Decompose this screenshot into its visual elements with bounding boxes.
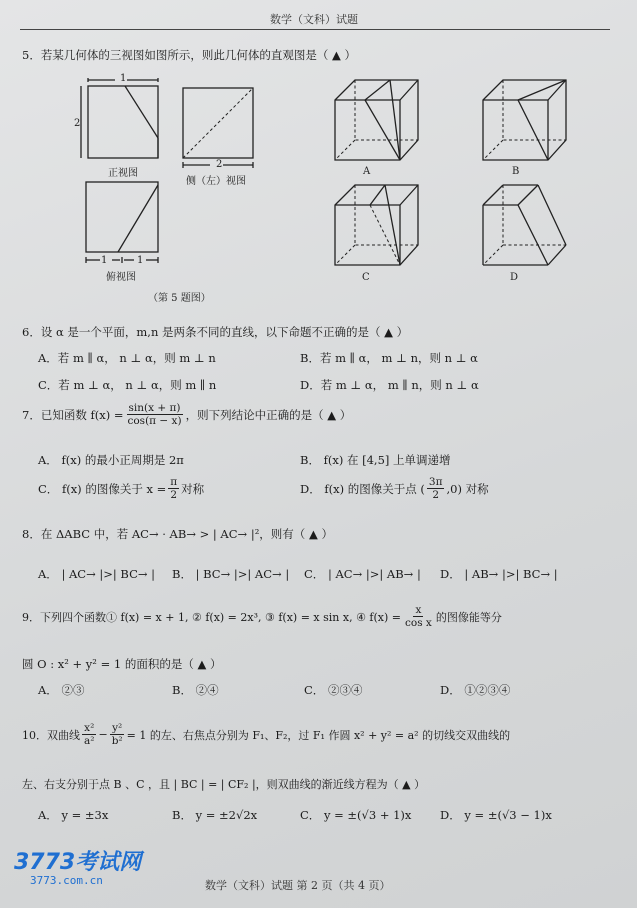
question-9-stem	[22, 604, 502, 629]
dim-side-width: 2	[216, 159, 223, 170]
side-view	[183, 88, 253, 168]
q6-option-c: C．若 m ⊥ α， n ⊥ α，则 m ∥ n	[38, 378, 217, 392]
dim-top-right: 1	[137, 255, 144, 266]
q9-option-b: B． ②④	[172, 683, 219, 697]
q7-option-b: B． f(x) 在 [4,5] 上单调递增	[300, 453, 451, 467]
q7-d-num: 3π	[428, 476, 443, 488]
q8-option-d: D． | AB→ |>| BC→ |	[440, 567, 558, 581]
q10-option-d: D． y = ±(√3 − 1)x	[440, 808, 552, 822]
option-c-label: C	[362, 272, 370, 283]
q10-f1-den: a²	[84, 735, 95, 747]
q10-f2-num: y²	[112, 722, 123, 734]
q10-stem-pre: 10．双曲线	[22, 728, 80, 742]
q7-option-a: A． f(x) 的最小正周期是 2π	[38, 453, 184, 467]
q9-option-d: D． ①②③④	[440, 683, 511, 697]
question-7-stem	[22, 402, 351, 427]
option-a-label: A	[363, 166, 371, 177]
dim-front-width: 1	[120, 73, 127, 84]
q10-fraction-1	[82, 722, 96, 747]
q10-f1-num: x²	[84, 722, 95, 734]
front-view-label: 正视图	[108, 168, 138, 179]
q7-stem-post: ，则下列结论中正确的是（ ▲ ）	[185, 407, 352, 422]
q10-option-c: C． y = ±(√3 + 1)x	[300, 808, 412, 822]
q7-d-den: 2	[432, 489, 440, 501]
q9-frac-den: cos x	[405, 617, 432, 629]
page-footer: 数学（文科）试题 第 2 页（共 4 页）	[205, 879, 391, 892]
q7-d-pre: D． f(x) 的图像关于点 (	[300, 481, 425, 496]
watermark-url: 3773.com.cn	[30, 874, 103, 887]
q9-stem-post: 的图像能等分	[435, 610, 502, 624]
q9-fraction	[403, 604, 434, 629]
watermark-brand-logo: 3773考试网	[14, 850, 142, 875]
q7-d-fraction	[427, 476, 445, 501]
q7-c-num: π	[170, 476, 178, 488]
q5-three-views-figure	[70, 70, 270, 305]
q10-stem-post: = 1 的左、右焦点分别为 F₁、F₂，过 F₁ 作圆 x² + y² = a² 的切线交双曲线的	[126, 728, 511, 742]
question-5-stem: 5．若某几何体的三视图如图所示，则此几何体的直观图是（ ▲ ）	[22, 48, 356, 62]
q7-option-d	[300, 476, 489, 501]
q6-option-d: D．若 m ⊥ α， m ∥ n，则 n ⊥ α	[300, 378, 479, 392]
cube-option-c	[335, 185, 418, 265]
q9-option-c: C． ②③④	[304, 683, 363, 697]
q10-option-a: A． y = ±3x	[38, 808, 109, 822]
q9-frac-num: x	[415, 604, 422, 616]
question-6-stem: 6．设 α 是一个平面，m,n 是两条不同的直线，以下命题不正确的是（ ▲ ）	[22, 325, 409, 339]
q6-option-a: A．若 m ∥ α， n ⊥ α，则 m ⊥ n	[38, 351, 216, 365]
q8-option-b: B． | BC→ |>| AC→ |	[172, 567, 290, 581]
q7-fraction	[125, 402, 183, 427]
question-10-stem	[22, 722, 510, 747]
q6-option-b: B．若 m ∥ α， m ⊥ n，则 n ⊥ α	[300, 351, 478, 365]
cube-option-d	[483, 185, 566, 265]
q7-c-den: 2	[170, 489, 178, 501]
q7-option-c	[38, 476, 204, 501]
q7-frac-num: sin(x + π)	[128, 402, 181, 414]
q7-frac-den: cos(π − x)	[127, 415, 182, 427]
side-view-label: 侧（左）视图	[186, 176, 246, 187]
page-header-title: 数学（文科）试题	[270, 13, 358, 26]
top-view	[86, 182, 158, 263]
dim-top-left: 1	[101, 255, 108, 266]
q7-c-post: 对称	[181, 481, 205, 496]
q7-d-post: ,0) 对称	[446, 481, 489, 496]
q7-c-fraction	[168, 476, 179, 501]
top-view-label: 俯视图	[106, 272, 136, 283]
q10-minus: −	[98, 728, 108, 741]
q7-c-pre: C． f(x) 的图像关于 x =	[38, 481, 167, 496]
question-9-stem-line2: 圆 O : x² + y² = 1 的面积的是（ ▲ ）	[22, 657, 222, 671]
q7-stem-pre: 7．已知函数 f(x) =	[22, 407, 124, 422]
figure-caption: （第 5 题图）	[148, 293, 211, 304]
option-d-label: D	[510, 272, 519, 283]
q10-fraction-2	[110, 722, 125, 747]
cube-option-a	[335, 80, 418, 160]
q10-option-b: B． y = ±2√2x	[172, 808, 258, 822]
q8-option-a: A． | AC→ |>| BC→ |	[38, 567, 156, 581]
q9-stem-pre: 9．下列四个函数① f(x) = x + 1, ② f(x) = 2x³, ③ f(x) = x sin x, ④ f(x) =	[22, 610, 401, 624]
question-8-stem: 8．在 ΔABC 中，若 AC→ · AB→ > | AC→ |²，则有（ ▲ ）	[22, 527, 333, 541]
q8-option-c: C． | AC→ |>| AB→ |	[304, 567, 421, 581]
q9-option-a: A． ②③	[38, 683, 85, 697]
question-10-stem-line2: 左、右支分别于点 B 、C ，且 | BC | = | CF₂ |，则双曲线的渐近线方程为（ ▲ ）	[22, 778, 426, 791]
dim-front-height: 2	[74, 118, 81, 129]
front-view	[81, 78, 158, 158]
option-b-label: B	[512, 166, 520, 177]
cube-option-b	[483, 80, 566, 160]
header-rule	[20, 29, 610, 30]
q10-f2-den: b²	[111, 735, 123, 747]
